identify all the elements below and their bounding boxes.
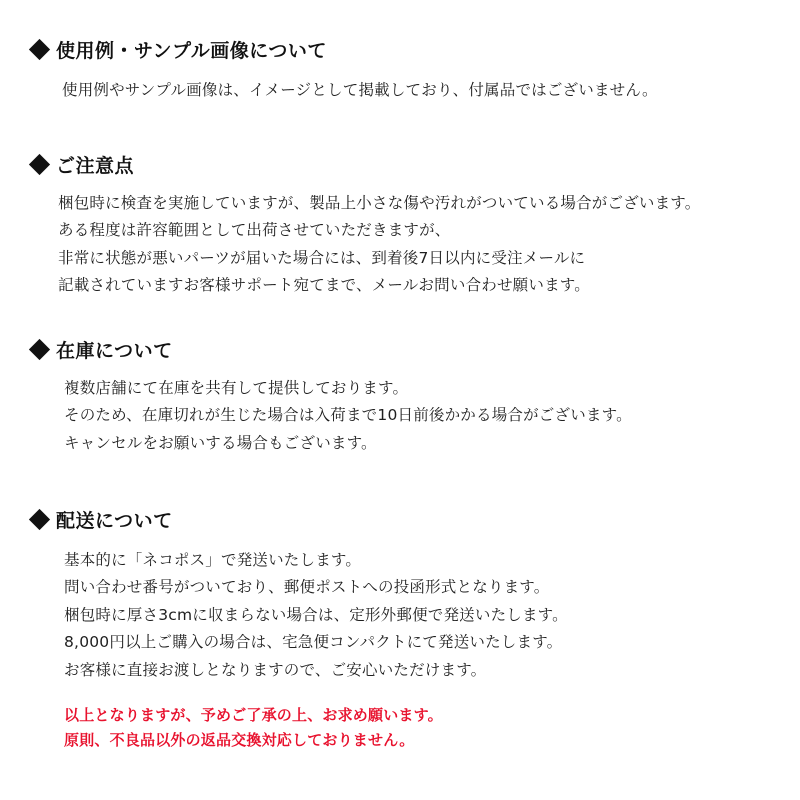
section-heading-samples <box>32 36 772 63</box>
body-line: ある程度は許容範囲として出荷させていただきますが、 <box>58 221 451 240</box>
body-line: 記載されていますお客様サポート宛てまで、メールお問い合わせ願います。 <box>58 276 590 295</box>
section-heading-label: 在庫について <box>56 339 173 362</box>
section-body-samples <box>62 77 772 105</box>
body-line: 基本的に「ネコポス」で発送いたします。 <box>64 550 362 569</box>
section-body-shipping <box>64 547 772 685</box>
body-line: そのため、在庫切れが生じた場合は入荷まで10日前後かかる場合がございます。 <box>64 406 632 425</box>
section-heading-shipping <box>32 506 772 533</box>
body-line: 梱包時に厚さ3cmに収まらない場合は、定形外郵便で発送いたします。 <box>64 605 568 624</box>
body-line: 複数店舗にて在庫を共有して提供しております。 <box>64 378 409 397</box>
footer-notice-line: 原則、不良品以外の返品交換対応しておりません。 <box>64 731 415 750</box>
diamond-icon <box>29 39 50 60</box>
section-heading-label: ご注意点 <box>56 154 135 177</box>
footer-notice <box>64 703 772 754</box>
diamond-icon <box>29 509 50 530</box>
section-notes <box>28 151 772 300</box>
section-stock <box>28 336 772 458</box>
section-shipping <box>28 506 772 685</box>
section-heading-label: 配送について <box>56 509 173 532</box>
body-line: 非常に状態が悪いパーツが届いた場合には、到着後7日以内に受注メールに <box>58 248 586 267</box>
body-line: キャンセルをお願いする場合もございます。 <box>64 434 377 453</box>
body-line: 8,000円以上ご購入の場合は、宅急便コンパクトにて発送いたします。 <box>64 633 563 652</box>
diamond-icon <box>29 153 50 174</box>
body-line: 問い合わせ番号がついており、郵便ポストへの投函形式となります。 <box>64 578 550 597</box>
section-body-notes <box>58 190 772 300</box>
section-body-stock <box>64 375 772 458</box>
section-heading-label: 使用例・サンプル画像について <box>56 40 327 62</box>
diamond-icon <box>29 339 50 360</box>
section-heading-stock <box>32 336 772 363</box>
footer-notice-line: 以上となりますが、予めご了承の上、お求め願います。 <box>64 705 443 724</box>
body-line: 梱包時に検査を実施していますが、製品上小さな傷や汚れがついている場合がございます。 <box>58 193 701 212</box>
body-line: お客様に直接お渡しとなりますので、ご安心いただけます。 <box>64 660 487 679</box>
section-samples <box>28 36 772 105</box>
body-line: 使用例やサンプル画像は、イメージとして掲載しており、付属品ではございません。 <box>62 81 658 99</box>
section-heading-notes <box>32 151 772 178</box>
